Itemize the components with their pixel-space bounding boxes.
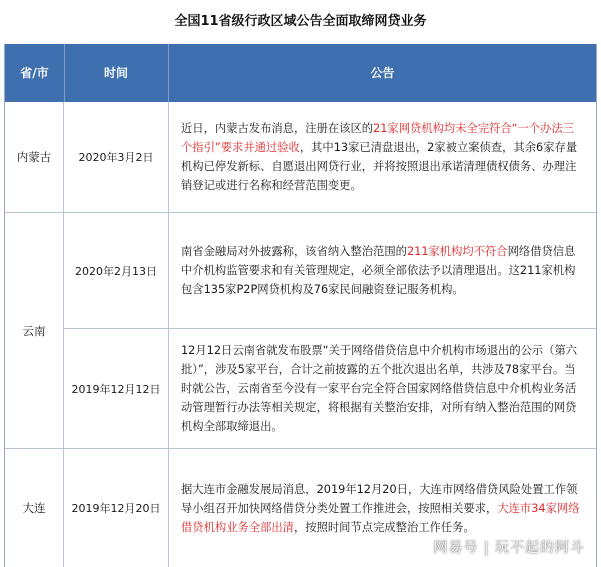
date-cell: 2020年2月13日: [64, 213, 169, 328]
table-header: [5, 44, 596, 102]
notice-cell: [169, 329, 596, 448]
notice-cell: [169, 102, 596, 212]
notice-highlight: 211家机构均不符合: [406, 245, 508, 258]
page-title: 全国11省级行政区域公告全面取缔网贷业务: [174, 14, 427, 29]
province-cell: 内蒙古: [5, 102, 64, 212]
notice-cell: [169, 213, 596, 328]
header-date: 时间: [64, 44, 169, 102]
notice-highlight: 大连市34家网络借贷机构业务全部出清: [181, 501, 580, 534]
notice-highlight: 21家网贷机构均未全完符合“一个办法三个指引”要求并通过验收: [181, 122, 575, 154]
notice-text: 网络借贷信息中介机构监管要求和有关管理规定，必须全部依法予以清理退出。这211家机构包含135家P2P网贷机构及76家民间融资登记服务机构。: [181, 245, 576, 296]
province-cell: 大连: [5, 449, 64, 567]
header-notice: 公告: [370, 66, 395, 80]
date-cell: 2019年12月12日: [64, 329, 169, 448]
notice-text: 近日，内蒙古发布消息，注册在该区的: [181, 122, 374, 135]
notice-text: 据大连市金融发展局消息，2019年12月20日，大连市网络借贷风险处置工作领导小组召开加快网络借贷分类处置工作推进会，按照相关要求，: [181, 482, 578, 515]
notice-text: 12月12日云南省就发布股票“关于网络借贷信息中介机构市场退出的公示（第六批）”，涉及5家平台，合计之前披露的五个批次退出名单，共涉及78家平台。当时就公告，云南省至今没有一家平台完全符合国家网络借贷信息中介机构业务活动管理暂行办法等相关规定，将根据有关整治安排，对所有纳入整治范围的网贷机构全部取缔退出。: [181, 344, 578, 433]
notice-text: ，按照时间节点完成整治工作任务。: [293, 520, 475, 534]
header-province: 省/市: [5, 44, 65, 102]
date-cell: 2019年12月20日: [64, 449, 169, 567]
notice-table: [4, 44, 597, 567]
notice-text: ，其中13家已清盘退出，2家被立案侦查，其余6家存量机构已停发新标、自愿退出网贷行业，并将按照退出承诺清理债权债务、办理注销登记或进行名称和经营范围变更。: [181, 141, 578, 192]
date-cell: 2020年3月2日: [64, 102, 169, 212]
province-cell: 云南: [5, 213, 64, 448]
notice-text: 南省金融局对外披露称，该省纳入整治范围的: [181, 245, 407, 258]
source-watermark: 网易号 | 玩不起的阿斗: [433, 540, 585, 556]
